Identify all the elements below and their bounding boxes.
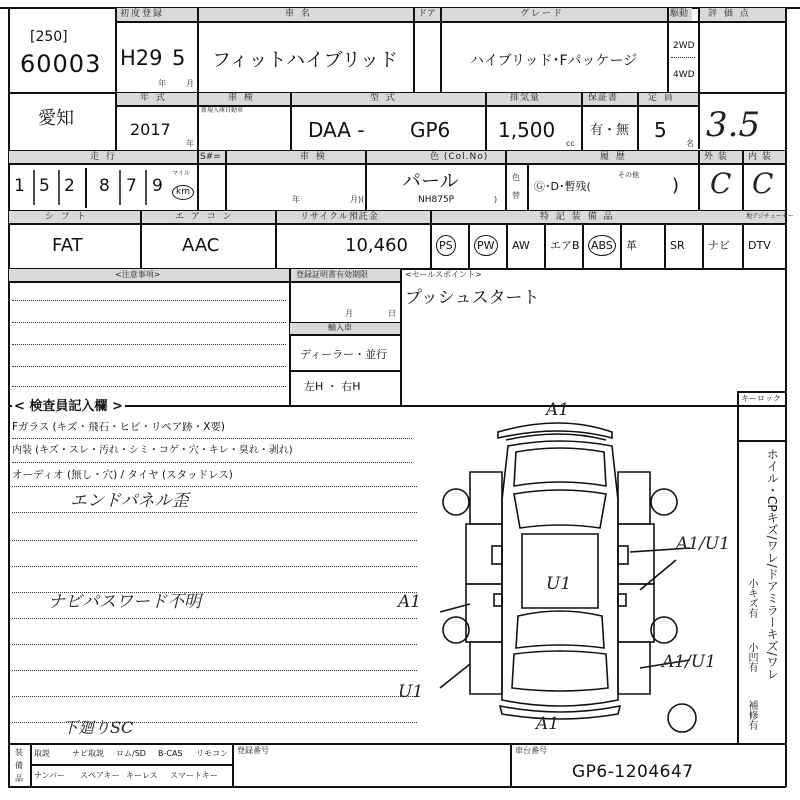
footer-item-row2-0: ナンバー bbox=[34, 771, 66, 780]
door-label: ドア bbox=[418, 9, 436, 19]
color-change-1: 色 bbox=[512, 173, 520, 182]
footer-row-label-1: 装 bbox=[15, 748, 23, 757]
region: 愛知 bbox=[38, 108, 74, 129]
color-value: パール bbox=[402, 170, 459, 192]
footer-top-line bbox=[8, 743, 785, 745]
drive-label: 駆動 bbox=[670, 9, 689, 19]
damage-rear-bumper: A1 bbox=[536, 714, 560, 734]
score-label: 評 価 点 bbox=[708, 9, 751, 19]
footer-div-2 bbox=[510, 743, 512, 786]
footer-item-row1-4: リモコン bbox=[196, 749, 228, 758]
interior-grade: C bbox=[752, 167, 774, 200]
damage-right-rear: A1/U1 bbox=[662, 652, 716, 672]
equipment-item-1: PW bbox=[474, 235, 498, 256]
color-change-2: 替 bbox=[512, 191, 520, 200]
reg-number-label: 登録番号 bbox=[237, 746, 269, 755]
equipment-item-8: DTV bbox=[748, 239, 771, 252]
exterior-label: 外 装 bbox=[704, 152, 728, 162]
mileage-digit-2: 5 bbox=[39, 176, 50, 196]
sa-label: S#= bbox=[200, 152, 221, 162]
history-options: Ⓖ･D･暫残( bbox=[534, 180, 591, 193]
footer-row-label-3: 品 bbox=[15, 774, 23, 783]
chassis-label: 車台番号 bbox=[515, 746, 547, 755]
keylock-label: キーロック bbox=[741, 394, 781, 403]
mileage-label: 走 行 bbox=[90, 152, 117, 162]
footer-mid-line bbox=[30, 764, 232, 766]
damage-roof: U1 bbox=[546, 574, 572, 594]
shift-value: FAT bbox=[52, 235, 83, 256]
model-year-mark: 年 bbox=[186, 139, 194, 148]
note-end-panel: エンドパネル歪 bbox=[70, 491, 189, 511]
history-other: その他 bbox=[618, 171, 639, 179]
mileage-digit-1: 1 bbox=[14, 176, 25, 196]
fglass-line: Fガラス (キズ・飛石・ヒビ・リペア跡・X要) bbox=[12, 421, 226, 433]
lot-prefix: [250] bbox=[30, 29, 68, 45]
footer-item-row2-1: スペアキー bbox=[80, 771, 120, 780]
deadline-day: 日 bbox=[388, 309, 396, 318]
seats-unit: 名 bbox=[686, 139, 694, 148]
damage-front-bumper: A1 bbox=[546, 400, 570, 420]
note-navi-password: ナビパスワード不明 bbox=[48, 592, 201, 612]
damage-right-front: A1/U1 bbox=[676, 534, 730, 554]
equipment-item-2: AW bbox=[512, 239, 530, 252]
deadline-month: 月 bbox=[345, 309, 353, 318]
reg-deadline-label: 登録証明書有効期限 bbox=[296, 270, 368, 279]
caution-label: <注意事項> bbox=[115, 270, 161, 279]
r3-year-mark: 年 bbox=[292, 195, 300, 204]
color-code: NH875P bbox=[418, 195, 455, 205]
steering: 左H ・ 右H bbox=[304, 380, 361, 393]
footer-item-row2-3: スマートキー bbox=[170, 771, 218, 780]
mileage-digit-4: 8 bbox=[99, 176, 110, 196]
grade-label: グレード bbox=[520, 9, 565, 19]
footer-row-label-2: 備 bbox=[15, 761, 23, 770]
interior-line: 内装 (キズ・スレ・汚れ・シミ・コゲ・穴・キレ・臭れ・剥れ) bbox=[12, 445, 293, 456]
type-label: 型 式 bbox=[370, 93, 397, 103]
car-name-label: 車 名 bbox=[285, 9, 312, 19]
audio-line: オーディオ (無し・穴) / タイヤ (スタッドレス) bbox=[12, 469, 233, 481]
side-note-1: 小キズ有 bbox=[746, 578, 757, 618]
mileage-digit-5: 7 bbox=[126, 176, 137, 196]
import-label: 輸入車 bbox=[328, 323, 352, 332]
aircon-label: エ ア コ ン bbox=[175, 212, 234, 222]
inspector-title: < 検査員記入欄 > bbox=[14, 399, 123, 414]
first-reg-label: 初度登録 bbox=[120, 9, 165, 19]
equipment-item-4: ABS bbox=[588, 235, 616, 256]
first-reg-month: 5 bbox=[172, 46, 186, 70]
year-mark: 年 bbox=[158, 79, 166, 88]
inspection-label: 車 検 bbox=[228, 93, 255, 103]
footer-item-row1-0: 取説 bbox=[34, 749, 50, 758]
lot-number: 60003 bbox=[20, 50, 102, 78]
history-close: ) bbox=[672, 175, 680, 196]
car-name: フィットハイブリッド bbox=[212, 49, 399, 71]
side-note-3: 補修有 bbox=[746, 700, 757, 730]
warranty-label: 保証書 bbox=[588, 93, 619, 103]
color-close-paren: ) bbox=[494, 195, 498, 204]
equipment-label: 特 記 装 備 品 bbox=[540, 212, 615, 222]
tuner-label: 地デジチューナー bbox=[746, 213, 794, 220]
footer-item-row1-3: B-CAS bbox=[158, 749, 183, 758]
score-value: 3.5 bbox=[706, 105, 761, 145]
inspection-note: 新規入庫自動車 bbox=[201, 107, 244, 114]
aircon-value: AAC bbox=[182, 235, 220, 256]
recycle-label: リサイクル預託金 bbox=[300, 212, 379, 222]
grade-value: ハイブリッド･Fパッケージ bbox=[470, 53, 638, 69]
damage-left-rear: A1 bbox=[398, 592, 422, 612]
drive-2wd: 2WD bbox=[673, 41, 695, 51]
r3-inspection-label: 車 検 bbox=[300, 152, 327, 162]
footer-item-row2-2: キーレス bbox=[126, 771, 158, 780]
import-type: ディーラー・並行 bbox=[300, 348, 388, 361]
equipment-item-3: エアB bbox=[550, 239, 580, 252]
mileage-unit-km: km bbox=[172, 185, 194, 200]
side-note-2: 小凹有 bbox=[746, 642, 757, 672]
displacement: 1,500 bbox=[498, 118, 556, 142]
sales-point: プッシュスタート bbox=[405, 288, 540, 308]
sales-point-label: <セールスポイント> bbox=[405, 270, 482, 279]
mileage-digit-6: 9 bbox=[152, 176, 163, 196]
first-reg-year: H29 bbox=[120, 46, 163, 70]
equipment-item-5: 革 bbox=[626, 239, 637, 252]
equipment-item-0: PS bbox=[436, 235, 456, 256]
mileage-digit-3: 2 bbox=[64, 176, 75, 196]
model-year: 2017 bbox=[130, 120, 171, 139]
equipment-item-7: ナビ bbox=[708, 239, 730, 252]
seats-label: 定 員 bbox=[648, 93, 675, 103]
recycle-value: 10,460 bbox=[345, 235, 408, 256]
seats-value: 5 bbox=[654, 118, 667, 142]
color-label: 色 (Col.No) bbox=[430, 152, 489, 162]
interior-label: 内 装 bbox=[748, 152, 772, 162]
chassis-number: GP6-1204647 bbox=[572, 762, 694, 782]
footer-item-row1-1: ナビ取説 bbox=[72, 749, 104, 758]
mileage-unit-mile: マイル bbox=[172, 170, 190, 177]
displacement-label: 排気量 bbox=[510, 93, 541, 103]
equipment-item-6: SR bbox=[670, 239, 685, 252]
type-code: GP6 bbox=[410, 118, 451, 142]
warranty-value: 有・無 bbox=[590, 123, 630, 138]
damage-left-rear-quarter: U1 bbox=[398, 682, 424, 702]
history-label: 履 歴 bbox=[600, 152, 627, 162]
exterior-grade: C bbox=[710, 167, 732, 200]
footer-div-1 bbox=[232, 743, 234, 786]
r3-month-mark: 月)( bbox=[350, 195, 365, 204]
model-year-label: 年 式 bbox=[140, 93, 167, 103]
type-prefix: DAA - bbox=[308, 118, 365, 142]
footer-item-row1-2: ロム/SD bbox=[116, 749, 146, 758]
side-text: ホイル・CPキズ/ワレ/ドアミラーキズ/ワレ bbox=[765, 448, 780, 680]
cc-unit: cc bbox=[566, 139, 575, 148]
drive-4wd: 4WD bbox=[673, 70, 695, 80]
note-underbody: 下廻りSC bbox=[62, 718, 134, 737]
month-mark: 月 bbox=[186, 79, 194, 88]
shift-label: シ フ ト bbox=[45, 212, 88, 222]
